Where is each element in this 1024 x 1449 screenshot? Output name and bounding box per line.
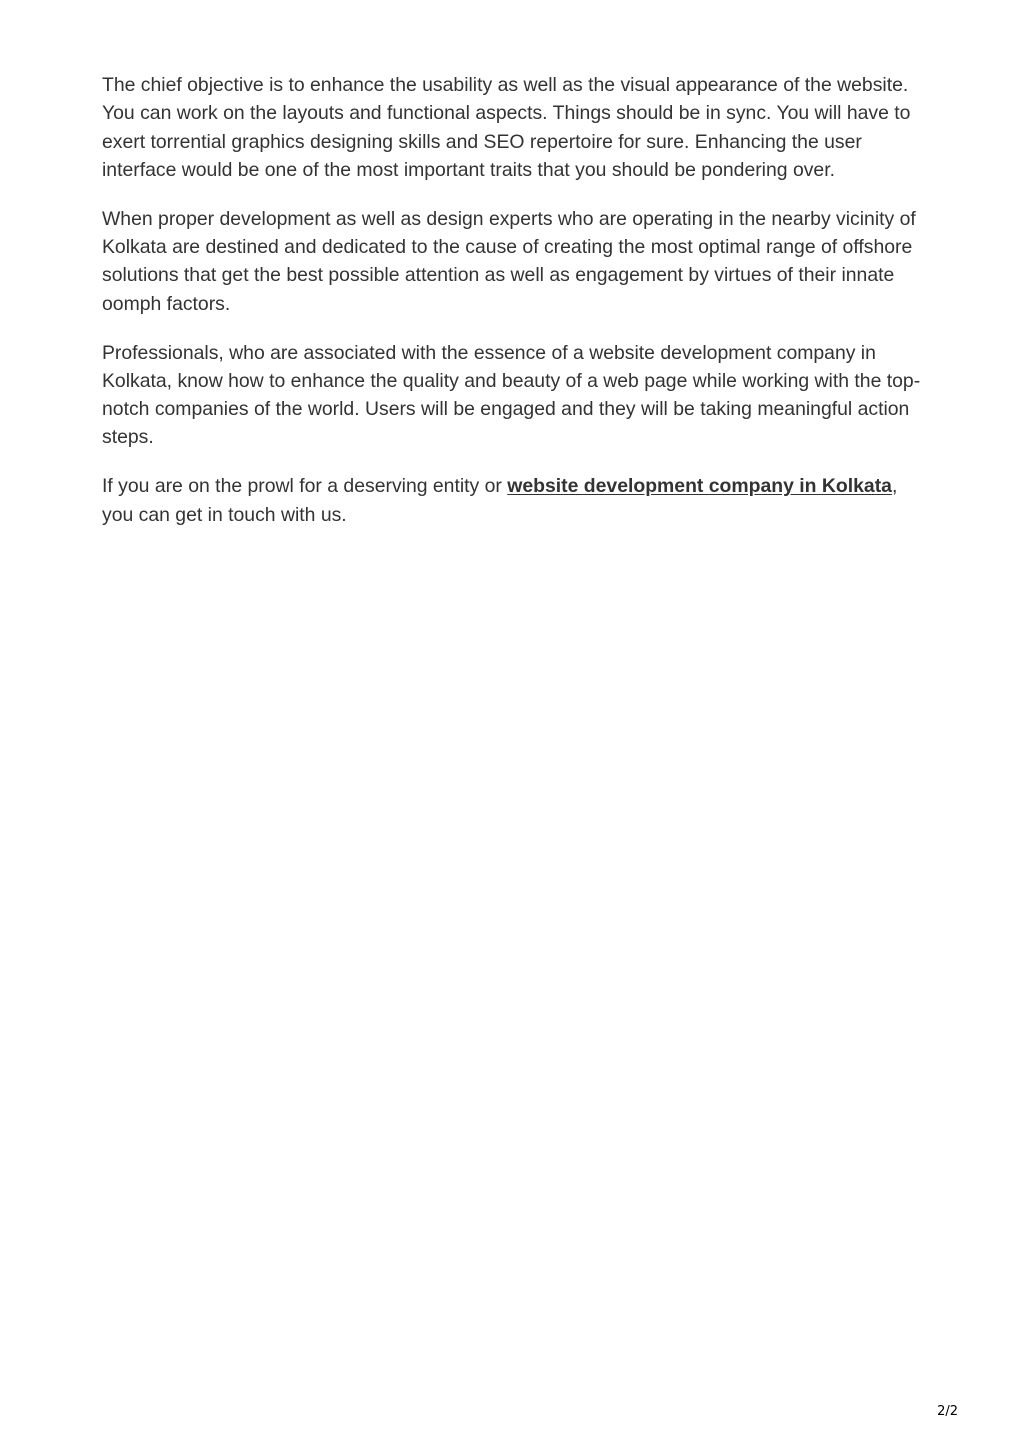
paragraph-contact — [102, 472, 922, 529]
paragraph-experts: When proper development as well as design experts who are operating in the nearby vicinity of Kolkata are destined and dedicated to the cause of creating the most optimal range of offshore solutions that get the best possible attention as well as engagement by virtues of their innate oomph factors. — [102, 207, 916, 315]
paragraph-usability: The chief objective is to enhance the usability as well as the visual appearance of the website. You can work on the layouts and functional aspects. Things should be in sync. You will have to exert torrential graphics designing skills and SEO repertoire for sure. Enhancing the user interface would be one of the most important traits that you should be pondering over. — [102, 74, 911, 181]
page-number: 2/2 — [937, 1404, 958, 1419]
article-body — [102, 71, 922, 550]
contact-text-before: If you are on the prowl for a deserving entity or — [102, 475, 508, 498]
contact-text-after: , you can get in touch with us. — [102, 475, 898, 526]
company-link[interactable]: website development company in Kolkata — [507, 475, 892, 498]
paragraph-professionals: Professionals, who are associated with the essence of a website development company in Kolkata, know how to enhance the quality and beauty of a web page while working with the top-notch companies of the world. Users will be engaged and they will be taking meaningful action steps. — [102, 341, 921, 449]
